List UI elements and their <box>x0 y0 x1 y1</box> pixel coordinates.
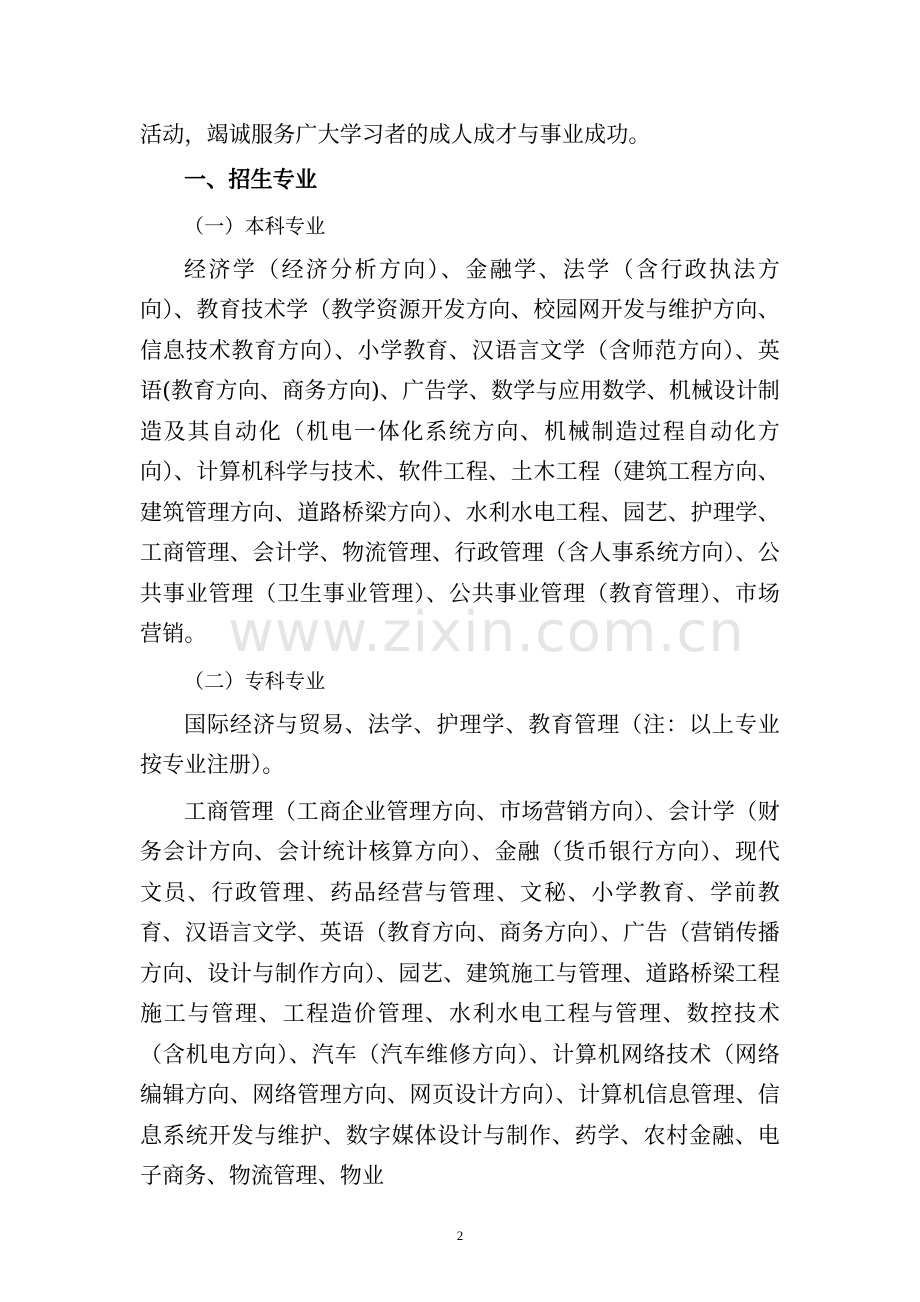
section-title: 一、招生专业 <box>184 167 318 193</box>
continuation-paragraph: 活动，竭诚服务广大学习者的成人成才与事业成功。 <box>140 123 651 148</box>
document-body <box>140 116 780 1198</box>
page-number: 2 <box>456 1228 464 1243</box>
undergrad-heading: （一）本科专业 <box>184 213 326 238</box>
undergrad-majors-paragraph: 经济学（经济分析方向）、金融学、法学（含行政执法方向）、教育技术学（教学资源开发方向、校园网开发与维护方向、信息技术教育方向）、小学教育、汉语言文学（含师范方向）、英语(教育方向、商务方向)、广告学、数学与应用数学、机械设计制造及其自动化（机电一体化系统方向、机械制造过程自动化方向）、计算机科学与技术、软件工程、土木工程（建筑工程方向、建筑管理方向、道路桥梁方向）、水利水电工程、园艺、护理学、工商管理、会计学、物流管理、行政管理（含人事系统方向）、公共事业管理（卫生事业管理）、公共事业管理（教育管理）、市场营销。 <box>140 257 780 647</box>
college-registration-paragraph: 国际经济与贸易、法学、护理学、教育管理（注：以上专业按专业注册）。 <box>140 712 780 778</box>
college-majors-paragraph: 工商管理（工商企业管理方向、市场营销方向）、会计学（财务会计方向、会计统计核算方向）、金融（货币银行方向）、现代文员、行政管理、药品经营与管理、文秘、小学教育、学前教育、汉语言文学、英语（教育方向、商务方向）、广告（营销传播方向、设计与制作方向）、园艺、建筑施工与管理、道路桥梁工程施工与管理、工程造价管理、水利水电工程与管理、数控技术（含机电方向）、汽车（汽车维修方向）、计算机网络技术（网络编辑方向、网络管理方向、网页设计方向）、计算机信息管理、信息系统开发与维护、数字媒体设计与制作、药学、农村金融、电子商务、物流管理、物业 <box>140 799 780 1189</box>
college-heading: （二）专科专业 <box>184 668 326 693</box>
watermark: www.zixin.com.cn <box>228 600 745 665</box>
